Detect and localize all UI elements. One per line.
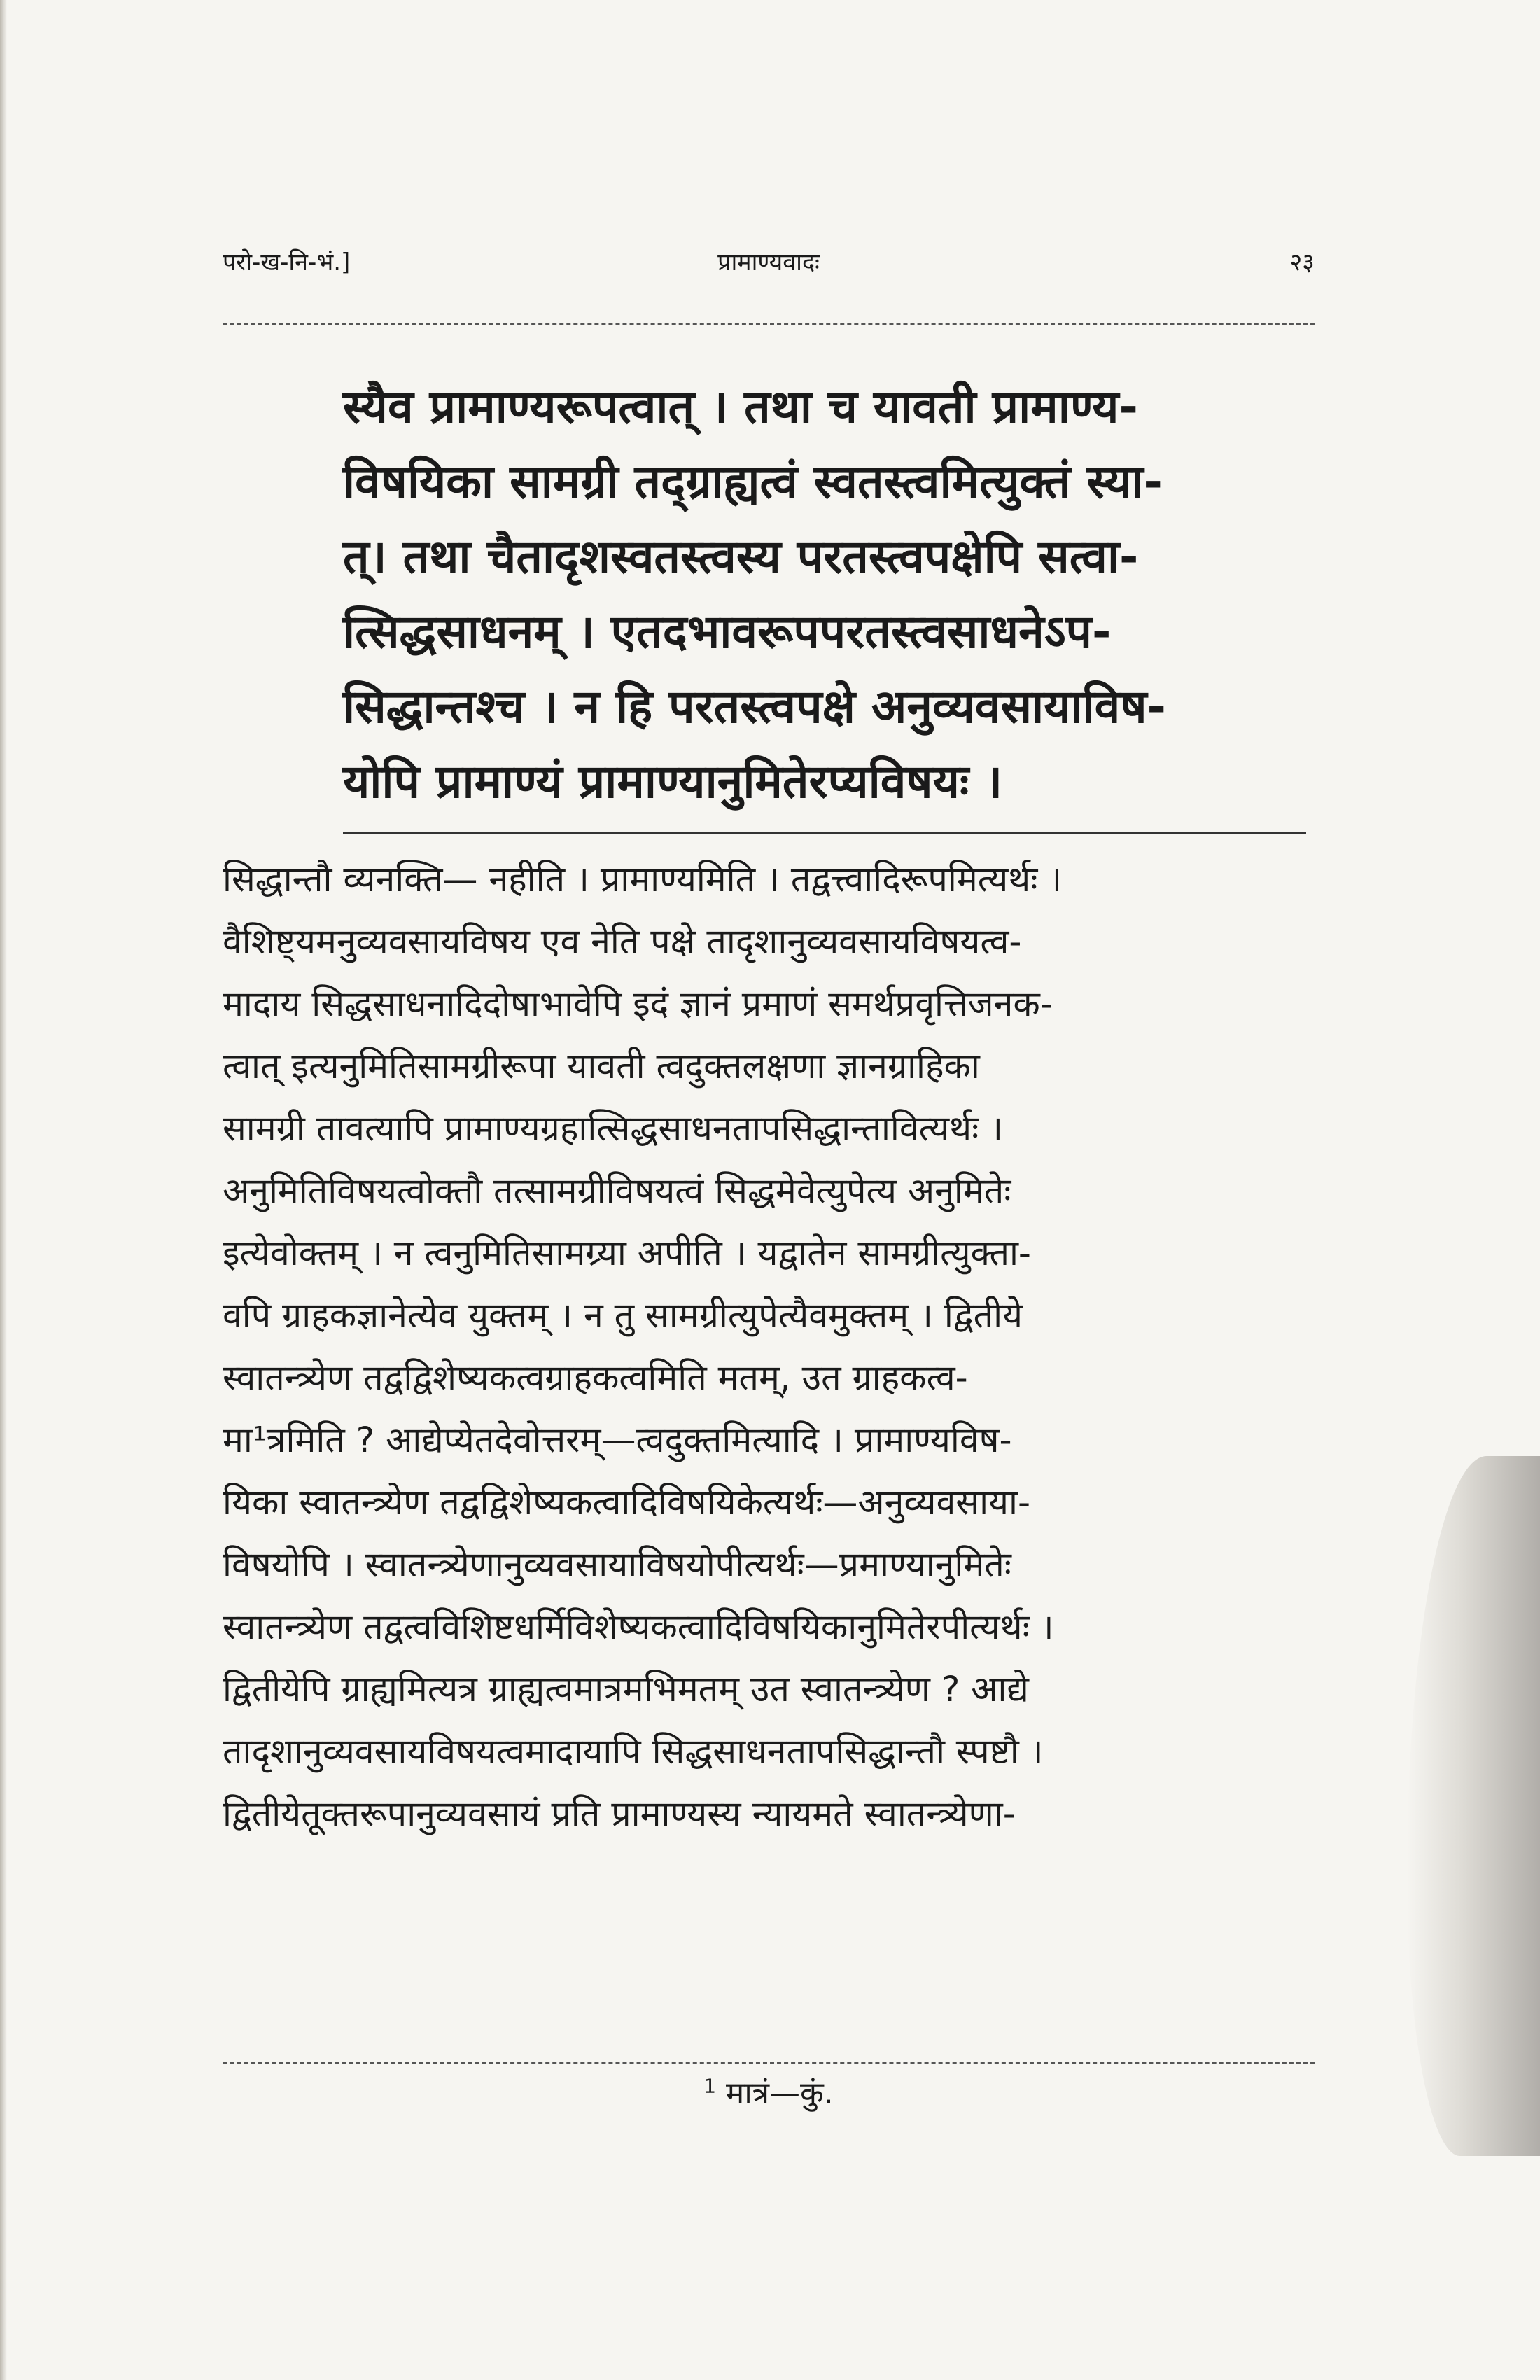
commentary-line: अनुमितिविषयत्वोक्तौ तत्सामग्रीविषयत्वं सिद्धमेवेत्युपेत्य अनुमितेः	[223, 1170, 1011, 1211]
running-header	[223, 245, 1315, 294]
commentary-line: द्वितीयेपि ग्राह्यमित्यत्र ग्राह्यत्वमात्रमभिमतम् उत स्वातन्त्र्येण ? आद्ये	[223, 1669, 1029, 1709]
verse-line: त्सिद्धसाधनम् । एतदभावरूपपरतस्त्वसाधनेऽप-	[343, 605, 1112, 659]
commentary-line: वैशिष्ट्यमनुव्यवसायविषय एव नेति पक्षे तादृशानुव्यवसायविषयत्व-	[223, 921, 1022, 962]
paper-damage-stain	[1407, 1456, 1540, 2156]
commentary-line: त्वात् इत्यनुमितिसामग्रीरूपा यावती त्वदुक्तलक्षणा ज्ञानग्राहिका	[223, 1046, 980, 1086]
commentary-line: द्वितीयेतूक्तरूपानुव्यवसायं प्रति प्रामाण्यस्य न्यायमते स्वातन्त्र्येणा-	[223, 1793, 1016, 1834]
commentary-line: मा¹त्रमिति ? आद्येप्येतदेवोत्तरम्—त्वदुक्तमित्यादि । प्रामाण्यविष-	[223, 1420, 1012, 1460]
commentary-line: स्वातन्त्र्येण तद्वत्वविशिष्टधर्मिविशेष्यकत्वादिविषयिकानुमितेरपीत्यर्थः ।	[223, 1606, 1054, 1647]
verse-divider	[343, 832, 1306, 834]
commentary-line: सिद्धान्तौ व्यनक्ति— नहीति । प्रामाण्यमिति । तद्वत्त्वादिरूपमित्यर्थः ।	[223, 859, 1063, 899]
header-rule	[223, 323, 1315, 325]
footnote	[223, 2071, 1315, 2113]
header-title: प्रामाण्यवादः	[718, 248, 820, 276]
commentary-block	[223, 848, 1315, 1845]
verse-line: त्। तथा चैतादृशस्वतस्त्वस्य परतस्त्वपक्षेपि सत्वा-	[343, 530, 1139, 584]
commentary-line: सामग्री तावत्यापि प्रामाण्यग्रहात्सिद्धसाधनतापसिद्धान्तावित्यर्थः ।	[223, 1108, 1004, 1149]
verse-line: विषयिका सामग्री तद्ग्राह्यत्वं स्वतस्त्वमित्युक्तं स्या-	[343, 455, 1163, 509]
commentary-line: इत्येवोक्तम् । न त्वनुमितिसामग्र्या अपीति । यद्वातेन सामग्रीत्युक्ता-	[223, 1233, 1031, 1273]
commentary-line: स्वातन्त्र्येण तद्वद्विशेष्यकत्वग्राहकत्वमिति मतम्, उत ग्राहकत्व-	[223, 1357, 968, 1398]
page-number: २३	[1289, 248, 1315, 276]
footnote-marker: 1	[704, 2074, 717, 2098]
verse-line: योपि प्रामाण्यं प्रामाण्यानुमितेरप्यविषयः ।	[343, 755, 1003, 808]
commentary-line: वपि ग्राहकज्ञानेत्येव युक्तम् । न तु सामग्रीत्युपेत्यैवमुक्तम् । द्वितीये	[223, 1295, 1023, 1336]
header-left: परो-ख-नि-भं.]	[223, 248, 351, 276]
verse-line: सिद्धान्तश्च । न हि परतस्त्वपक्षे अनुव्यवसायाविष-	[343, 680, 1166, 734]
footnote-rule	[223, 2062, 1315, 2064]
commentary-line: मादाय सिद्धसाधनादिदोषाभावेपि इदं ज्ञानं प्रमाणं समर्थप्रवृत्तिजनक-	[223, 983, 1053, 1024]
page-edge-shadow	[0, 0, 7, 2380]
commentary-line: तादृशानुव्यवसायविषयत्वमादायापि सिद्धसाधनतापसिद्धान्तौ स्पष्टौ ।	[223, 1731, 1044, 1772]
commentary-line: विषयोपि । स्वातन्त्र्येणानुव्यवसायाविषयोपीत्यर्थः—प्रमाण्यानुमितेः	[223, 1544, 1011, 1585]
footnote-text: मात्रं—कुं.	[726, 2076, 834, 2111]
verse-block	[343, 370, 1253, 819]
verse-line: स्यैव प्रामाण्यरूपत्वात् । तथा च यावती प्रामाण्य-	[343, 380, 1138, 434]
commentary-line: यिका स्वातन्त्र्येण तद्वद्विशेष्यकत्वादिविषयिकेत्यर्थः—अनुव्यवसाया-	[223, 1482, 1031, 1522]
